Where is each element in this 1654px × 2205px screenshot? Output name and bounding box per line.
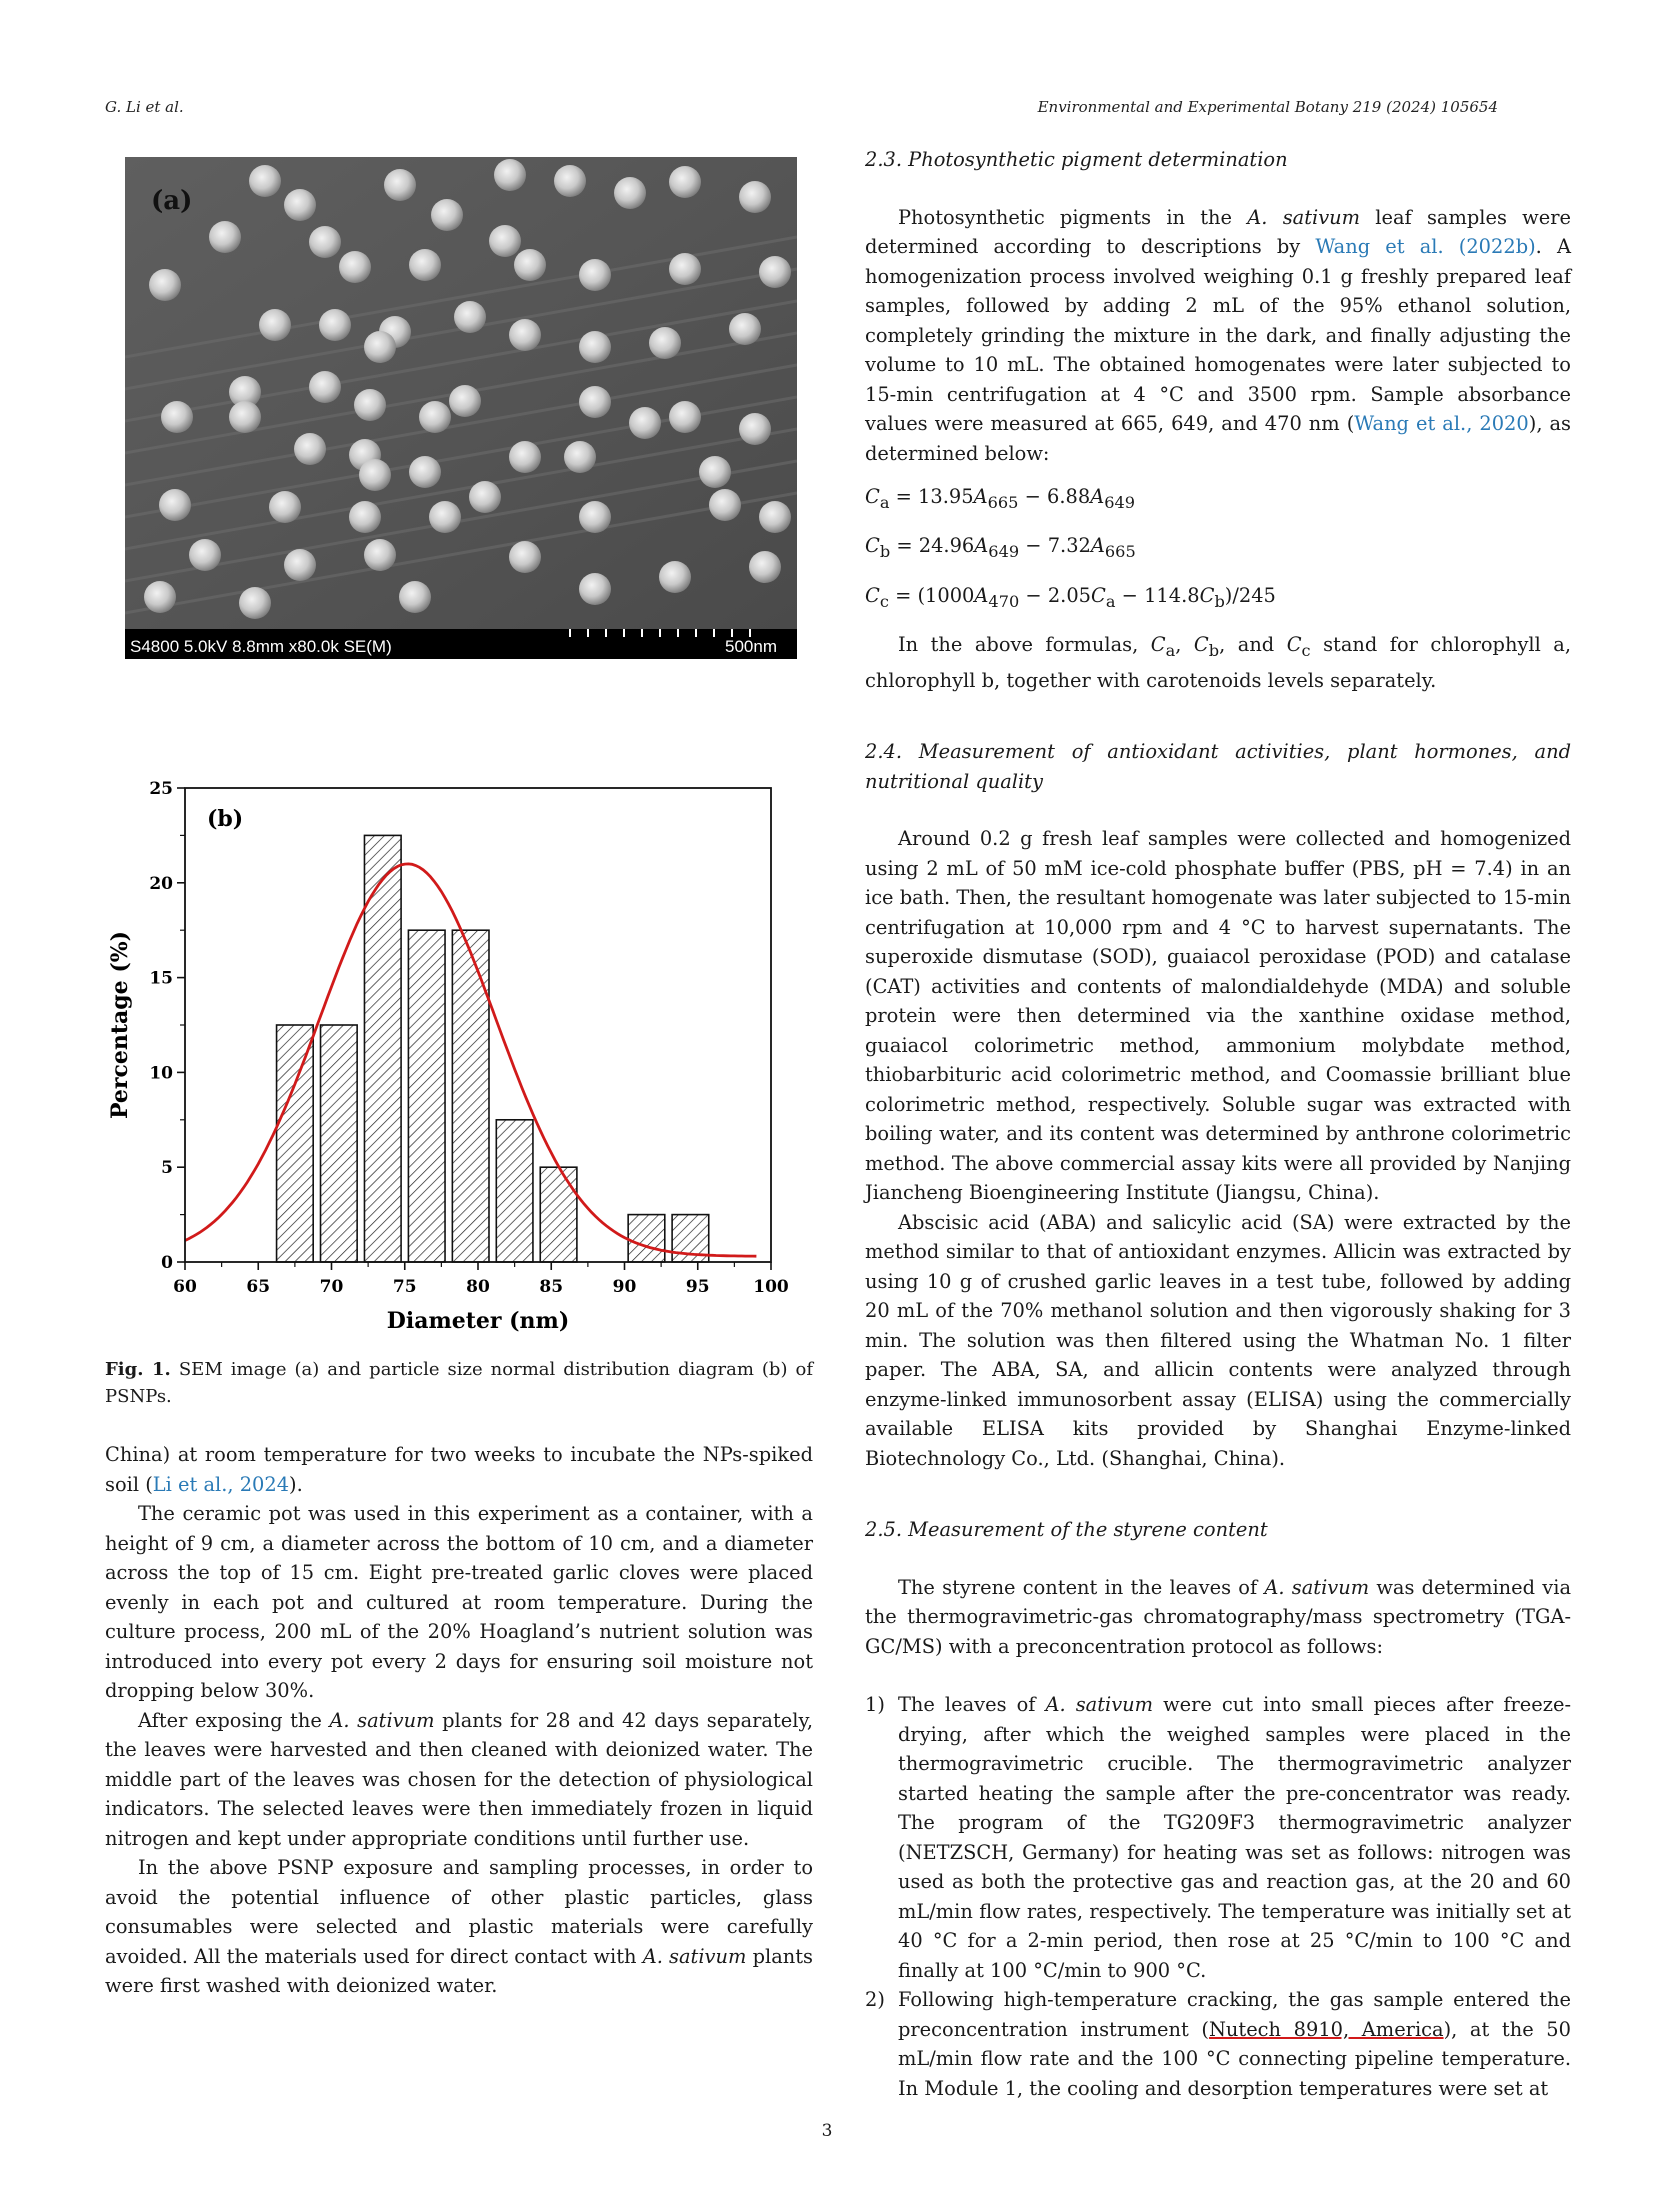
nanoparticle [739, 181, 771, 213]
nanoparticle [509, 441, 541, 473]
list-item: 1) The leaves of A. sativum were cut into small pieces after freeze-drying, after which the weighed samples were placed in the thermogravimetric crucible. The thermogravimetric analyzer started heating the sample after the pre-concentrator was ready. The program of the TG209F3 thermogravimetric analyzer (NETZSCH, Germany) for heating was set as follows: nitrogen was used as both the protective gas and reaction gas, at the 20 and 60 mL/min flow rates, respectively. The temperature was initially set at 40 °C for a 2-min period, then rose at 25 °C/min to 100 °C and finally at 100 °C/min to 900 °C. [865, 1693, 1571, 1982]
nanoparticle [364, 539, 396, 571]
page-number: 3 [821, 2121, 833, 2141]
nanoparticle [229, 401, 261, 433]
caption-label: Fig. 1. [105, 1359, 171, 1380]
histogram-bar [321, 1025, 358, 1262]
nanoparticle [419, 401, 451, 433]
paragraph: Around 0.2 g fresh leaf samples were collected and homogenized using 2 mL of 50 mM ice-cold phosphate buffer (PBS, pH = 7.4) in an ice bath. Then, the resultant homogenate was later subjected to 15-min centrifugation at 10,000 rpm and 4 °C to harvest supernatants. The superoxide dismutase (SOD), guaiacol peroxidase (POD) and catalase (CAT) activities and contents of malondialdehyde (MDA) and soluble protein were then determined via the xanthine oxidase method, guaiacol colorimetric method, ammonium molybdate method, thiobarbituric acid colorimetric method, and Coomassie brilliant blue colorimetric method, respectively. Soluble sugar was extracted with boiling water, and its content was determined by anthrone colorimetric method. The above commercial assay kits were all provided by Nanjing Jiancheng Bioengineering Institute (Jiangsu, China). [865, 827, 1571, 1204]
nanoparticle [359, 459, 391, 491]
nanoparticle [429, 501, 461, 533]
nanoparticle [239, 587, 271, 619]
paragraph: In the above PSNP exposure and sampling processes, in order to avoid the potential influence of other plastic particles, glass consumables were selected and plastic materials were carefully avoided. All the materials used for direct contact with A. sativum plants were first washed with deionized water. [105, 1856, 813, 1997]
sem-image [125, 157, 797, 659]
nanoparticle [409, 456, 441, 488]
nanoparticle [294, 433, 326, 465]
paragraph: The styrene content in the leaves of A. sativum was determined via the thermogravimetric-gas chromatography/mass spectrometry (TGA-GC/MS) with a preconcentration protocol as follows: [865, 1575, 1571, 1658]
y-tick-label: 25 [149, 779, 173, 799]
right-column-text [865, 145, 1571, 2103]
nanoparticle [159, 489, 191, 521]
nanoparticle [564, 441, 596, 473]
nanoparticle [364, 331, 396, 363]
nanoparticle [749, 551, 781, 583]
nanoparticle [309, 371, 341, 403]
panel-label-a: (a) [151, 186, 193, 216]
underlined-reference: Nutech 8910, America [1208, 2017, 1444, 2041]
x-tick-label: 80 [466, 1277, 490, 1297]
nanoparticle [494, 159, 526, 191]
x-tick-label: 100 [753, 1277, 789, 1297]
y-tick-label: 20 [149, 873, 173, 894]
paragraph: Photosynthetic pigments in the A. sativum leaf samples were determined according to descriptions by Wang et al. (2022b). A homogenization process involved weighing 0.1 g freshly prepared leaf samples, followed by adding 2 mL of the 95% ethanol solution, completely grinding the mixture in the dark, and finally adjusting the volume to 10 mL. The obtained homogenates were later subjected to 15-min centrifugation at 4 °C and 3500 rpm. Sample absorbance values were measured at 665, 649, and 470 nm (Wang et al., 2020), as determined below: [865, 205, 1572, 465]
x-tick-label: 85 [539, 1277, 564, 1297]
nanoparticle [649, 327, 681, 359]
y-tick-label: 15 [149, 968, 173, 989]
nanoparticle [209, 221, 241, 253]
nanoparticle [449, 385, 481, 417]
nanoparticle [729, 313, 761, 345]
nanoparticle [669, 401, 701, 433]
histogram-bar [408, 930, 445, 1262]
nanoparticle [579, 259, 611, 291]
nanoparticle [409, 249, 441, 281]
sem-scale-label: 500nm [725, 637, 777, 656]
sem-info-bar: S4800 5.0kV 8.8mm x80.0k SE(M) [130, 637, 392, 656]
paragraph: The ceramic pot was used in this experiment as a container, with a height of 9 cm, a diameter across the bottom of 10 cm, and a diameter across the top of 15 cm. Eight pre-treated garlic cloves were placed evenly in each pot and cultured at room temperature. During the culture process, 200 mL of the 20% Hoagland’s nutrient solution was introduced into every pot every 2 days for ensuring soil moisture not dropping below 30%. [105, 1502, 813, 1702]
x-tick-label: 75 [392, 1277, 417, 1297]
nanoparticle [709, 489, 741, 521]
y-tick-label: 10 [149, 1063, 173, 1084]
citation-link[interactable]: Wang et al. (2022b) [1315, 235, 1536, 258]
x-axis-label: Diameter (nm) [386, 1308, 570, 1334]
nanoparticle [309, 226, 341, 258]
nanoparticle [659, 561, 691, 593]
nanoparticle [469, 481, 501, 513]
section-heading: 2.4. Measurement of antioxidant activities, plant hormones, and nutritional quality [865, 740, 1571, 793]
running-header-journal: Environmental and Experimental Botany 219 (2024) 105654 [1037, 98, 1498, 116]
paragraph: Abscisic acid (ABA) and salicylic acid (SA) were extracted by the method similar to that of antioxidant enzymes. Allicin was extracted by using 10 g of crushed garlic leaves in a test tube, followed by adding 20 mL of the 70% methanol solution and then vigorously shaking for 3 min. The solution was then filtered using the Whatman No. 1 filter paper. The ABA, SA, and allicin contents were analyzed through enzyme-linked immunosorbent assay (ELISA) using the commercially available ELISA kits provided by Shanghai Enzyme-linked Biotechnology Co., Ltd. (Shanghai, China). [865, 1210, 1571, 1470]
histogram-bar [277, 1025, 314, 1262]
nanoparticle [399, 581, 431, 613]
nanoparticle [284, 549, 316, 581]
nanoparticle [259, 309, 291, 341]
histogram-bar [496, 1120, 533, 1262]
nanoparticle [149, 269, 181, 301]
nanoparticle [509, 319, 541, 351]
panel-label-b: (b) [207, 806, 244, 832]
nanoparticle [699, 456, 731, 488]
size-distribution-chart [105, 768, 817, 1340]
nanoparticle [514, 249, 546, 281]
nanoparticle [354, 389, 386, 421]
nanoparticle [579, 386, 611, 418]
y-tick-label: 5 [161, 1158, 173, 1179]
left-column-text [105, 1440, 813, 2001]
nanoparticle [384, 169, 416, 201]
nanoparticle [431, 199, 463, 231]
histogram-bar [540, 1167, 577, 1262]
x-tick-label: 95 [685, 1277, 710, 1297]
nanoparticle [739, 413, 771, 445]
nanoparticle [144, 581, 176, 613]
paragraph: In the above formulas, $C_a$, $C_b$, and $C_c$ stand for chlorophyll a, chlorophyll b, together with carotenoids levels separately. [865, 633, 1572, 692]
paragraph: China) at room temperature for two weeks to incubate the NPs-spiked soil (Li et al., 2024). [105, 1443, 813, 1496]
equation: $C_b = 24.96A_{649} - 7.32A_{665}$ [865, 534, 1136, 562]
nanoparticle [349, 501, 381, 533]
citation-link[interactable]: Li et al., 2024 [152, 1472, 290, 1496]
nanoparticle [759, 256, 791, 288]
nanoparticle [454, 301, 486, 333]
histogram-bar [452, 930, 489, 1262]
nanoparticle [509, 541, 541, 573]
caption-text: SEM image (a) and particle size normal distribution diagram (b) of PSNPs. [105, 1359, 813, 1407]
nanoparticle [269, 491, 301, 523]
section-heading: 2.3. Photosynthetic pigment determination [865, 148, 1288, 171]
histogram-bar [628, 1215, 665, 1262]
running-header-authors: G. Li et al. [105, 98, 184, 116]
nanoparticle [339, 251, 371, 283]
x-tick-label: 70 [319, 1277, 344, 1297]
nanoparticle [579, 501, 611, 533]
list-item: 2) Following high-temperature cracking, the gas sample entered the preconcentration instrument (Nutech 8910, America), at the 50 mL/min flow rate and the 100 °C connecting pipeline temperature. In Module 1, the cooling and desorption temperatures were set at [865, 1988, 1571, 2100]
nanoparticle [161, 401, 193, 433]
nanoparticle [614, 177, 646, 209]
x-tick-label: 65 [246, 1277, 271, 1297]
procedure-list [865, 1690, 1571, 2103]
paragraph: After exposing the A. sativum plants for 28 and 42 days separately, the leaves were harvested and then cleaned with deionized water. The middle part of the leaves was chosen for the detection of physiological indicators. The selected leaves were then immediately frozen in liquid nitrogen and kept under appropriate conditions until further use. [105, 1708, 813, 1850]
nanoparticle [579, 573, 611, 605]
nanoparticle [249, 165, 281, 197]
section-heading: 2.5. Measurement of the styrene content [865, 1518, 1268, 1541]
x-tick-label: 90 [612, 1277, 637, 1297]
x-tick-label: 60 [173, 1277, 197, 1297]
nanoparticle [579, 331, 611, 363]
equation: $C_a = 13.95A_{665} - 6.88A_{649}$ [865, 485, 1136, 512]
nanoparticle [284, 189, 316, 221]
y-tick-label: 0 [161, 1253, 173, 1273]
nanoparticle [189, 539, 221, 571]
nanoparticle [669, 166, 701, 198]
figure-caption [105, 1356, 813, 1410]
nanoparticle [554, 165, 586, 197]
nanoparticle [629, 407, 661, 439]
equation: $C_c = (1000A_{470} - 2.05C_a - 114.8C_b)/245$ [865, 583, 1276, 611]
nanoparticle [489, 225, 521, 257]
y-axis-label: Percentage (%) [107, 930, 133, 1120]
nanoparticle [319, 309, 351, 341]
citation-link[interactable]: Wang et al., 2020 [1354, 412, 1529, 435]
nanoparticle [759, 501, 791, 533]
nanoparticle [669, 253, 701, 285]
